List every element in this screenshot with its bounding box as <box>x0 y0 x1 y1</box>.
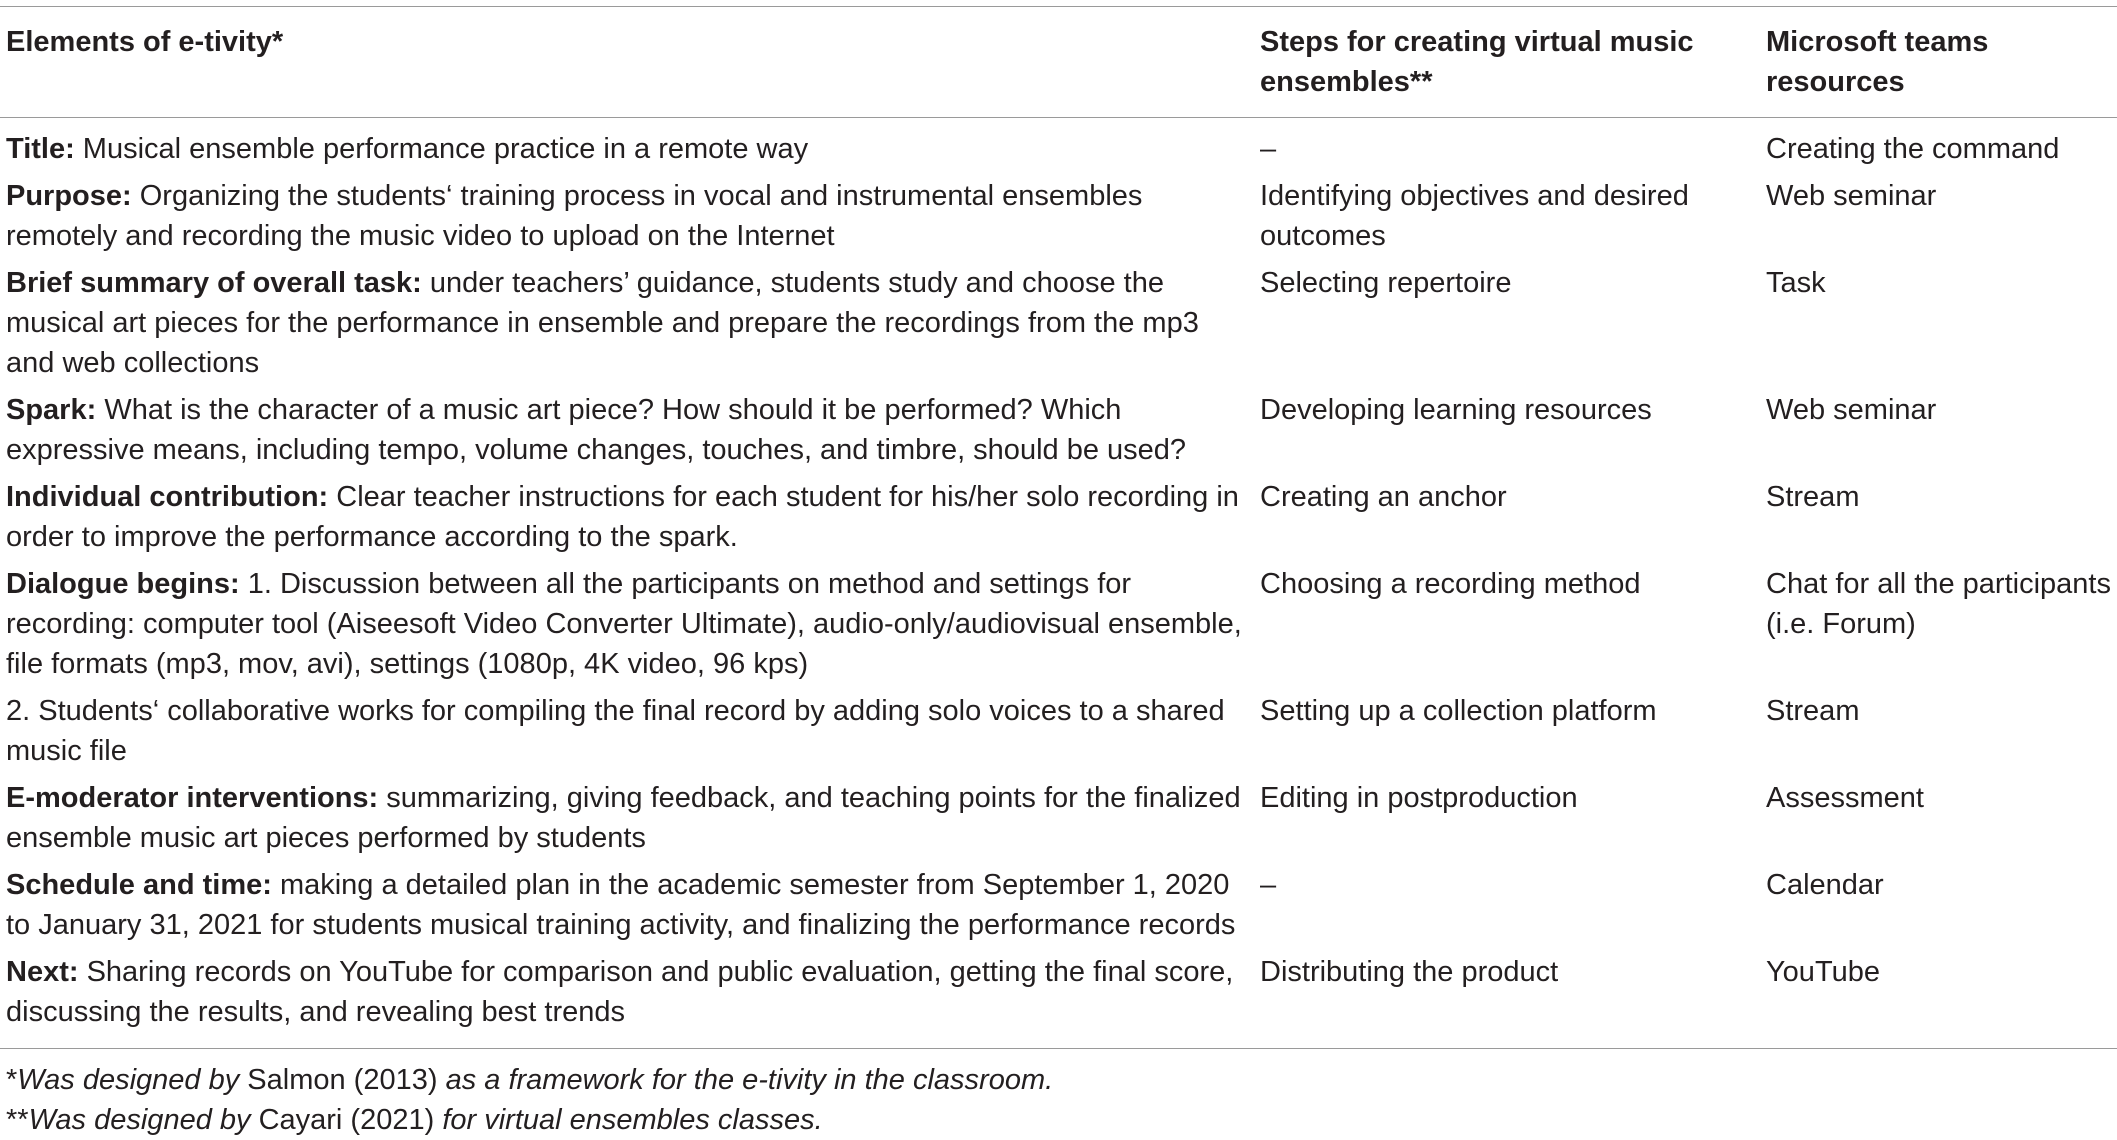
element-label: Purpose: <box>6 180 132 212</box>
cell-element <box>0 118 1254 174</box>
element-label: Next: <box>6 956 79 988</box>
cell-element <box>0 775 1254 862</box>
table-header-row <box>0 7 2117 118</box>
element-label: Title: <box>6 133 75 165</box>
cell-step: Developing learning resources <box>1260 394 1652 426</box>
table-row <box>0 474 2117 561</box>
cell-element <box>0 260 1254 387</box>
cell-step: Identifying objectives and desired outcomes <box>1260 180 1689 252</box>
element-text: Organizing the students‘ training process in vocal and instrumental ensembles remotely and recording the music video to upload on the Internet <box>6 180 1143 252</box>
cell-step: Choosing a recording method <box>1260 568 1641 600</box>
cell-resource: Stream <box>1766 481 1860 513</box>
table-row <box>0 118 2117 174</box>
table-row <box>0 561 2117 688</box>
header-steps: Steps for creating virtual music ensembles** <box>1260 26 1694 98</box>
cell-step: – <box>1260 133 1277 165</box>
element-label: Dialogue begins: <box>6 568 240 600</box>
cell-resource: YouTube <box>1766 956 1880 988</box>
table-row <box>0 862 2117 949</box>
table-row <box>0 173 2117 260</box>
table-row <box>0 260 2117 387</box>
cell-step: Setting up a collection platform <box>1260 695 1657 727</box>
cell-step: Selecting repertoire <box>1260 267 1512 299</box>
cell-element <box>0 173 1254 260</box>
element-text: Clear teacher instructions for each student for his/her solo recording in order to improve the performance according to the spark. <box>6 481 1239 553</box>
cell-element <box>0 561 1254 688</box>
cell-element <box>0 387 1254 474</box>
cell-resource: Web seminar <box>1766 394 1937 426</box>
cell-resource: Stream <box>1766 695 1860 727</box>
element-label: Brief summary of overall task: <box>6 267 422 299</box>
cell-element <box>0 474 1254 561</box>
cell-resource: Assessment <box>1766 782 1924 814</box>
cell-element <box>0 949 1254 1049</box>
header-resources: Microsoft teams resources <box>1766 26 1989 98</box>
table-row <box>0 387 2117 474</box>
element-label: Schedule and time: <box>6 869 272 901</box>
footnote-1: *Was designed by Salmon (2013) as a framework for the e-tivity in the classroom. <box>6 1064 1054 1096</box>
element-text: Sharing records on YouTube for comparison and public evaluation, getting the final score, discussing the results, and revealing best trends <box>6 956 1234 1028</box>
etivity-table <box>0 6 2117 1049</box>
footnotes <box>6 1060 1053 1140</box>
cell-step: Distributing the product <box>1260 956 1559 988</box>
header-elements: Elements of e-tivity* <box>6 26 284 58</box>
cell-step: Editing in postproduction <box>1260 782 1578 814</box>
cell-element <box>0 862 1254 949</box>
element-label: Individual contribution: <box>6 481 329 513</box>
table-row <box>0 688 2117 775</box>
cell-resource: Creating the command <box>1766 133 2060 165</box>
cell-element <box>0 688 1254 775</box>
cell-step: – <box>1260 869 1277 901</box>
table-row <box>0 949 2117 1049</box>
cell-resource: Calendar <box>1766 869 1884 901</box>
element-label: E-moderator interventions: <box>6 782 379 814</box>
element-text: summarizing, giving feedback, and teaching points for the finalized ensemble music art pieces performed by students <box>6 782 1241 854</box>
element-label: Spark: <box>6 394 97 426</box>
cell-resource: Chat for all the participants (i.e. Forum) <box>1766 568 2111 640</box>
cell-resource: Task <box>1766 267 1826 299</box>
element-text: Musical ensemble performance practice in a remote way <box>74 133 809 165</box>
element-text: 1. Discussion between all the participants on method and settings for recording: computer tool (Aiseesoft Video Converter Ultimate), audio-only/audiovisual ensemble, file formats (mp3, mov, avi), settings (1080p, 4K video, 96 kps) <box>6 568 1242 680</box>
element-text: What is the character of a music art piece? How should it be performed? Which expressive means, including tempo, volume changes, touches, and timbre, should be used? <box>6 394 1187 466</box>
table-row <box>0 775 2117 862</box>
footnote-2: **Was designed by Cayari (2021) for virtual ensembles classes. <box>6 1104 823 1136</box>
element-text: under teachers’ guidance, students study and choose the musical art pieces for the performance in ensemble and prepare the recordings from the mp3 and web collections <box>6 267 1199 379</box>
cell-step: Creating an anchor <box>1260 481 1507 513</box>
etivity-table-container <box>0 6 2117 1049</box>
element-text: making a detailed plan in the academic semester from September 1, 2020 to January 31, 2021 for students musical training activity, and finalizing the performance records <box>6 869 1236 941</box>
cell-resource: Web seminar <box>1766 180 1937 212</box>
element-text: 2. Students‘ collaborative works for compiling the final record by adding solo voices to a shared music file <box>6 695 1225 767</box>
